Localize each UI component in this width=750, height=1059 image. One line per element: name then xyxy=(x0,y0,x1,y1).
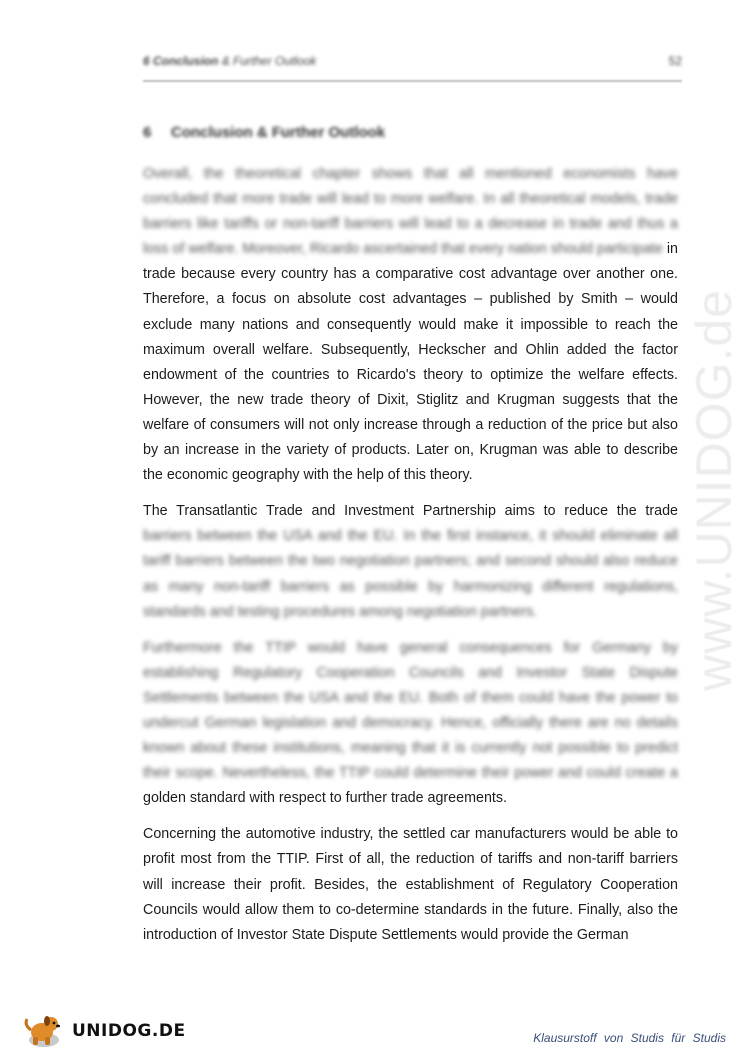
section-heading xyxy=(143,124,385,141)
header-subtitle: & Further Outlook xyxy=(221,54,317,68)
blurred-text: Furthermore the TTIP would have general consequences for Germany by establishing Regulatory Cooperation Councils and Investor State Dispute Settlements between the USA and the EU. Both of them could have the power to undercut German legislation and democracy. Hence, officially there are no details known about these institutions, meaning that it is currently not possible to predict their scope. Nevertheless, the TTIP could determine their power and could create a xyxy=(143,639,678,782)
header-divider xyxy=(143,80,682,82)
section-number: 6 xyxy=(143,124,152,141)
paragraph-3 xyxy=(143,636,678,812)
paragraph-1 xyxy=(143,162,678,488)
running-header xyxy=(143,54,682,74)
blurred-text: Overall, the theoretical chapter shows that all mentioned economists have concluded that more trade will lead to more welfare. In all theoretical models, trade barriers like tariffs or non-tariff barriers will lead to a decrease in trade and thus a loss of welfare. Moreover, Ricardo ascertained that every nation should participate xyxy=(143,166,678,258)
blurred-text: barriers between the USA and the EU. In the first instance, it should eliminate all tariff barriers between the two negotiation partners; and second should also reduce as many non-tariff barriers as possible by harmonizing different regulations, standards and testing procedures among negotiation partners. xyxy=(143,528,678,620)
visible-text: The Transatlantic Trade and Investment Partnership aims to reduce the trade xyxy=(143,503,678,520)
footer-tagline: Klausurstoff von Studis für Studis xyxy=(533,1031,726,1045)
visible-text: in trade because every country has a comparative cost advantage over another one. Therefore, a focus on absolute cost advantages – published by Smith – would exclude many nations and consequently would make it impossible to reach the maximum overall welfare. Subsequently, Heckscher and Ohlin added the factor endowment of the countries to Ricardo's theory to optimize the welfare effects. However, the new trade theory of Dixit, Stiglitz and Krugman suggests that the welfare of consumers will not only increase through a reduction of the price but also by an increase in the variety of products. Later on, Krugman was able to describe the economic geography with the help of this theory. xyxy=(143,241,678,484)
paragraph-4 xyxy=(143,822,678,947)
unidog-logo[interactable] xyxy=(20,1013,186,1049)
visible-text: Concerning the automotive industry, the settled car manufacturers would be able to profit most from the TTIP. First of all, the reduction of tariffs and non-tariff barriers will increase their profit. Besides, the establishment of Regulatory Cooperation Councils would allow them to co-determine standards in the future. Finally, also the introduction of Investor State Dispute Settlements would provide the German xyxy=(143,826,678,943)
dog-mascot-icon xyxy=(20,1013,72,1049)
paragraph-2 xyxy=(143,499,678,624)
page-number: 52 xyxy=(668,54,682,68)
visible-text: golden standard with respect to further trade agreements. xyxy=(143,790,507,807)
watermark: www.UNIDOG.de xyxy=(686,289,742,691)
body-text xyxy=(143,162,678,959)
logo-text: UNIDOG.DE xyxy=(72,1021,186,1041)
section-title: Conclusion & Further Outlook xyxy=(171,124,386,141)
header-chapter: 6 Conclusion xyxy=(143,54,219,68)
